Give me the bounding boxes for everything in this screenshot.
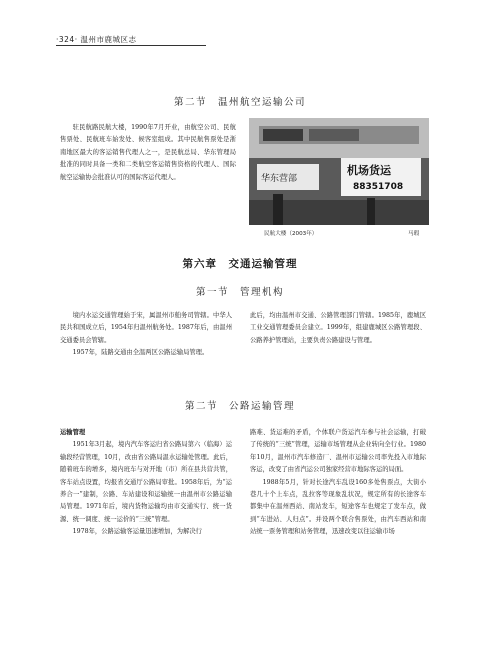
header-rule [56, 45, 206, 46]
section-title-management-org: 第一节 管理机构 [195, 287, 284, 298]
road-transport-left-column [60, 427, 232, 539]
management-org-right-column [250, 310, 426, 347]
section-title-road-transport: 第二节 公路运输管理 [184, 401, 295, 412]
road-transport-left-p2: 1978年，公路运输客运量迅速增加，为解决行 [72, 528, 202, 536]
section-title-aviation: 第二节 温州航空运输公司 [173, 97, 306, 108]
road-transport-subhead: 运输管理 [60, 429, 86, 436]
management-org-left-column [60, 310, 232, 360]
management-org-right-p1: 此后，均由温州市交通、公路管理部门管辖。1985年，鹿城区工业交通管理委员会建立。1999年，组建鹿城区公路管理段、公路养护管理站，主要负责公路建设与管理。 [250, 312, 426, 344]
aviation-body: 驻民航路民航大楼，1990年7月开业，由航空公司、民航售票处、民航班车始发处、候客室组成。其中民航售票处是浙南地区最大的客运销售代理人之一，是民航总局、华东管理局批准的同时具备一类和二类航空客运销售资格的代理人、国际航空运输协会批准认可的国际客运代理人。 [60, 124, 236, 181]
aviation-paragraph [60, 122, 236, 184]
management-org-left-p1: 境内水运交通管理始于宋，属温州市舶务司管辖。中华人民共和国成立后，1954年归温州航务处。1987年后，由温州交通委员会管辖。 [60, 312, 232, 344]
civil-aviation-building-photo [249, 118, 429, 225]
management-org-left-p2: 1957年，陆路交通由全温两区公路运输局管理。 [72, 349, 209, 357]
photo-sign-right: 机场货运 [347, 164, 391, 177]
road-transport-right-column [250, 427, 426, 539]
photo-credit: 马瑕 [408, 231, 420, 237]
road-transport-right-p2: 1988年5月，针对长途汽车乱设160多处售票点，大街小巷几十个上车点，乱拉客等现象乱状况，规定所有的长途客车都集中在温州西站、南站发车，短途客车也规定了发车点，做到“车进站、人归点”。并设两个联合售票处，由汽车西站和南站统一票务管理和站务管理，迅速改变以往运输市场 [250, 478, 426, 536]
running-header: ·324· 温州市鹿城区志 [56, 35, 137, 44]
photo-caption: 民航大楼（2003年） [264, 231, 318, 237]
photo-sign-phone: 88351708 [353, 182, 404, 192]
photo-sign-left: 华东营部 [261, 174, 298, 184]
road-transport-left-p1: 1951年3月起，境内汽车客运归省公路局第六（临海）运输段经营管理，10月，改由省公路局温水运输处管理。此后，随着班车的增多，境内班车与对开地（市）所在县共营共管，客车站点设置，均报省交通厅公路局审批。1958年后，为“运养合一”建制，公路、车站建设和运输统一由温州市公路运输局管理。1971年后，境内货物运输均由市交通实行、统一货源、统一调度、统一运价的“三统”管理。 [60, 441, 232, 523]
chapter-title: 第六章 交通运输管理 [182, 258, 298, 270]
road-transport-right-p1: 路难、货运难的矛盾，个体联户货运汽车参与社会运输，打破了传统的“三统”管理，运输市场管理从企业转向全行业。1980年10月，温州市汽车修造厂、温州市运输公司率先投入市地际客运，改变了由省汽运公司独家经营市地际客运的局面。 [250, 429, 426, 474]
